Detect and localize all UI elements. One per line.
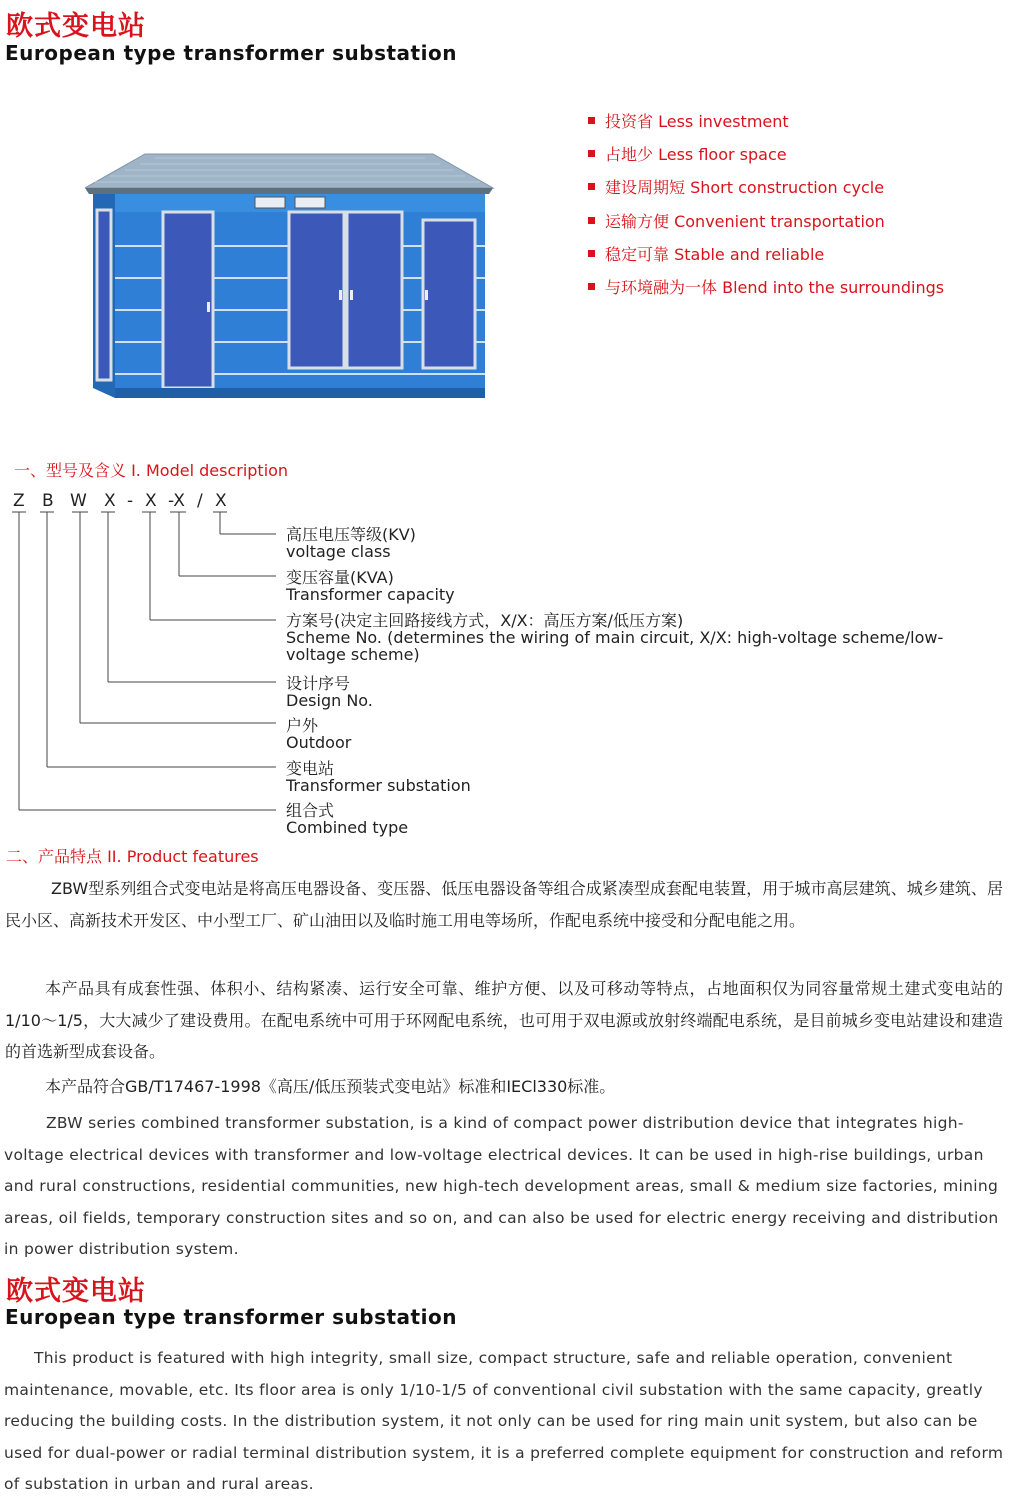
bullet-square-icon xyxy=(588,283,595,290)
paragraph-cn-2: 本产品具有成套性强、体积小、结构紧凑、运行安全可靠、维护方便、以及可移动等特点，占地面积仅为同容量常规土建式变电站的1/10～1/5，大大减少了建设费用。在配电系统中可用于环网配电系统，也可用于双电源或放射终端配电系统，是目前城乡变电站建设和建造的首选新型成套设备。 xyxy=(5,979,1003,1061)
model-item-voltage: 高压电压等级(KV) voltage class xyxy=(286,525,416,561)
paragraph-cn-1: ZBW型系列组合式变电站是将高压电器设备、变压器、低压电器设备等组合成紧凑型成套配电装置，用于城市高层建筑、城乡建筑、居民小区、高新技术开发区、中小型工厂、矿山油田以及临时施工用电等场所，作配电系统中接受和分配电能之用。 xyxy=(5,879,1003,930)
bullet-square-icon xyxy=(588,217,595,224)
feature-item: 运输方便 Convenient transportation xyxy=(588,212,885,232)
paragraph-en-features: ZBW series combined transformer substation, is a kind of compact power distribution device that integrates high-voltage electrical devices with transformer and low-voltage electrical devices. It can be used in high-rise buildings, urban and rural constructions, residential communities, new high-tech development areas, small & medium size factories, mining areas, oil fields, temporary construction sites and so on, and can also be used for electric energy receiving and distribution in power distribution system. xyxy=(4,1114,999,1259)
paragraph-cn-3: 本产品符合GB/T17467-1998《高压/低压预装式变电站》标准和IECl330标准。 xyxy=(45,1077,616,1096)
footer-title-cn: 欧式变电站 xyxy=(6,1276,146,1307)
section-title-features: 二、产品特点 II. Product features xyxy=(6,847,259,866)
bullet-square-icon xyxy=(588,117,595,124)
model-item-outdoor: 户外 Outdoor xyxy=(286,716,352,752)
feature-item: 占地少 Less floor space xyxy=(588,145,787,165)
bullet-square-icon xyxy=(588,250,595,257)
model-item-combined: 组合式 Combined type xyxy=(286,801,409,837)
model-item-capacity: 变压容量(KVA) Transformer capacity xyxy=(286,568,455,604)
bullet-square-icon xyxy=(588,150,595,157)
code-char: Z xyxy=(13,491,25,511)
section-title-model: 一、型号及含义 I. Model description xyxy=(14,461,289,480)
code-char: -X xyxy=(168,491,185,511)
feature-item: 建设周期短 Short construction cycle xyxy=(588,178,884,198)
paragraph-en-footer: This product is featured with high integrity, small size, compact structure, safe and reliable operation, convenient maintenance, movable, etc. Its floor area is only 1/10-1/5 of conventional civil substation with the same capacity, greatly reducing the building costs. In the distribution system, it not only can be used for ring main unit system, but also can be used for dual-power or radial terminal distribution system, it is a preferred complete equipment for construction and reform of substation in urban and rural areas. xyxy=(4,1349,1004,1494)
bullet-square-icon xyxy=(588,183,595,190)
feature-item: 稳定可靠 Stable and reliable xyxy=(588,245,824,265)
model-connector-lines xyxy=(0,0,300,830)
code-char: - xyxy=(127,491,134,511)
code-char: X xyxy=(104,491,116,511)
code-char: B xyxy=(42,491,54,511)
feature-item: 与环境融为一体 Blend into the surroundings xyxy=(588,278,944,298)
model-item-design: 设计序号 Design No. xyxy=(286,674,373,710)
page-title-cn: 欧式变电站 xyxy=(6,11,146,42)
model-item-scheme: 方案号(决定主回路接线方式，X/X：高压方案/低压方案) Scheme No. (determines the wiring of main circuit, X/X: high-voltage scheme/low-voltage scheme) xyxy=(286,611,944,664)
page-title-en: European type transformer substation xyxy=(5,41,457,65)
code-char: / xyxy=(197,491,203,511)
feature-item: 投资省 Less investment xyxy=(588,112,789,132)
code-char: X xyxy=(145,491,157,511)
model-item-substation: 变电站 Transformer substation xyxy=(286,759,471,795)
code-char: W xyxy=(70,491,87,511)
code-char: X xyxy=(215,491,227,511)
footer-title-en: European type transformer substation xyxy=(5,1305,457,1329)
